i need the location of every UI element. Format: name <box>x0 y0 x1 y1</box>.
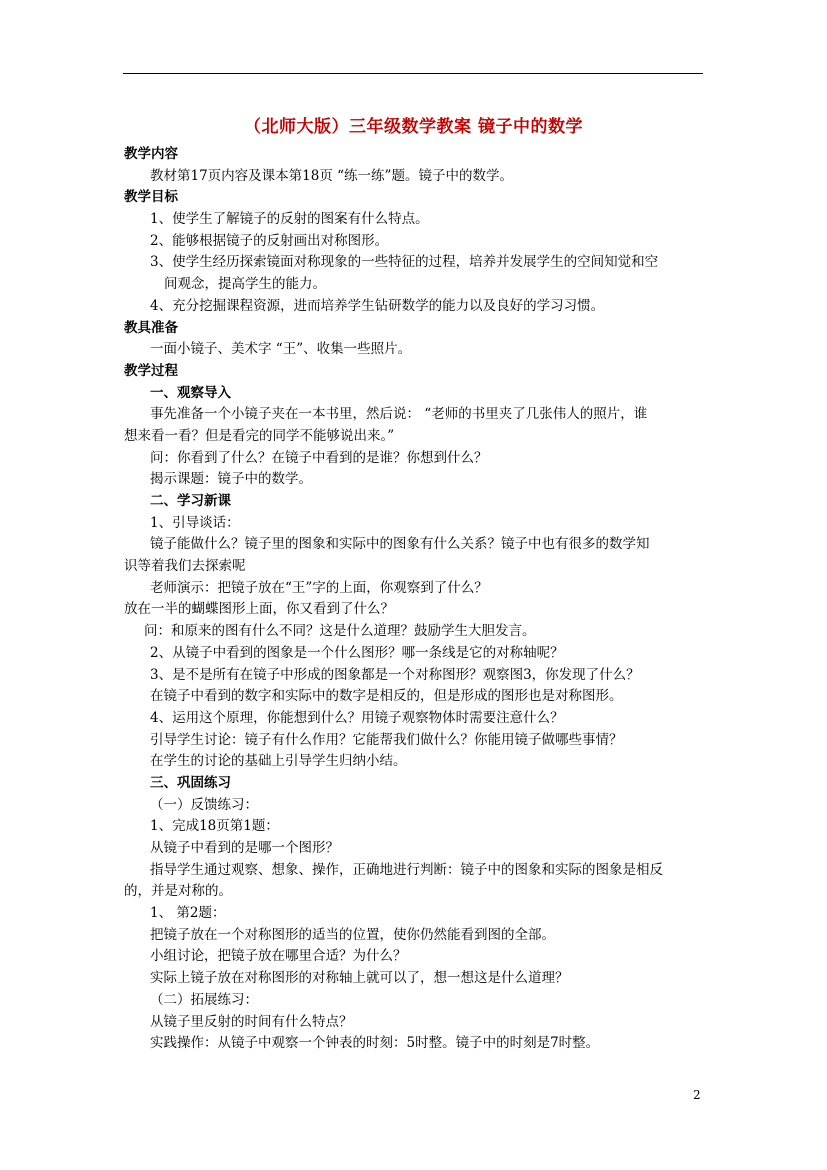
body-line: 在学生的讨论的基础上引导学生归纳小结。 <box>150 753 407 770</box>
body-line: 4、充分挖掘课程资源，进而培养学生钻研数学的能力以及良好的学习习惯。 <box>150 297 605 314</box>
lesson-body <box>124 144 706 1055</box>
section-heading: 教学内容 <box>124 146 178 162</box>
body-line: 2、从镜子中看到的图象是一个什么图形？哪一条线是它的对称轴呢？ <box>150 644 564 661</box>
body-line: 教材第17页内容及课本第18页 “练一练”题。镜子中的数学。 <box>150 167 513 184</box>
body-line: 3、是不是所有在镜子中形成的图象都是一个对称图形？观察图3，你发现了什么？ <box>150 666 640 683</box>
section-heading: 二、学习新课 <box>150 493 231 509</box>
body-line: 间观念，提高学生的能力。 <box>164 276 326 293</box>
body-line: 实际上镜子放在对称图形的对称轴上就可以了，想一想这是什么道理？ <box>150 970 569 987</box>
body-line: 1、引导谈话： <box>150 514 240 531</box>
body-line: （一）反馈练习： <box>150 796 258 813</box>
body-line: 1、 第2题： <box>150 905 226 922</box>
body-line: 的，并是对称的。 <box>124 883 232 900</box>
body-line: 实践操作：从镜子中观察一个钟表的时刻：5时整。镜子中的时刻是7时整。 <box>150 1035 600 1052</box>
body-line: 事先准备一个小镜子夹在一本书里，然后说： “老师的书里夹了几张伟人的照片，谁 <box>150 406 648 423</box>
section-heading: 一、观察导入 <box>150 384 231 401</box>
body-line: 引导学生讨论：镜子有什么作用？它能帮我们做什么？你能用镜子做哪些事情？ <box>150 731 623 748</box>
body-line: 4、运用这个原理，你能想到什么？用镜子观察物体时需要注意什么？ <box>150 709 564 726</box>
section-heading: 教具准备 <box>124 319 178 336</box>
body-line: 放在一半的蝴蝶图形上面，你又看到了什么？ <box>124 601 394 618</box>
body-line: 3、使学生经历探索镜面对称现象的一些特征的过程，培养并发展学生的空间知觉和空 <box>150 254 659 271</box>
body-line: 在镜子中看到的数字和实际中的数字是相反的，但是形成的图形也是对称图形。 <box>150 688 623 705</box>
body-line: 1、完成18页第1题： <box>150 818 279 835</box>
body-line: 镜子能做什么？镜子里的图象和实际中的图象有什么关系？镜子中也有很多的数学知 <box>150 536 650 553</box>
body-line: 想来看一看？但是看完的同学不能够说出来。” <box>124 427 395 444</box>
page-title: （北师大版）三年级数学教案 镜子中的数学 <box>244 117 583 137</box>
body-line: 从镜子中看到的是哪一个图形？ <box>150 840 339 856</box>
body-line: 从镜子里反射的时间有什么特点？ <box>150 1013 353 1030</box>
header-rule <box>123 73 703 74</box>
page-number: 2 <box>693 1088 701 1102</box>
body-line: 把镜子放在一个对称图形的适当的位置，使你仍然能看到图的全部。 <box>150 926 555 943</box>
body-line: 老师演示：把镜子放在“王”字的上面，你观察到了什么？ <box>150 579 488 596</box>
body-line: 揭示课题：镜子中的数学。 <box>150 471 312 488</box>
body-line: 识等着我们去探索呢 <box>124 558 246 575</box>
body-line: 小组讨论，把镜子放在哪里合适？为什么？ <box>150 948 407 965</box>
body-line: 问：和原来的图有什么不同？这是什么道理？鼓励学生大胆发言。 <box>144 623 536 640</box>
section-heading: 教学过程 <box>124 362 178 379</box>
section-heading: 三、巩固练习 <box>150 774 231 791</box>
section-heading: 教学目标 <box>124 189 178 206</box>
body-line: 问：你看到了什么？在镜子中看到的是谁？你想到什么？ <box>150 449 488 466</box>
body-line: 指导学生通过观察、想象、操作，正确地进行判断：镜子中的图象和实际的图象是相反 <box>150 861 663 878</box>
body-line: 2、能够根据镜子的反射画出对称图形。 <box>150 232 389 249</box>
body-line: 一面小镜子、美术字 “王”、收集一些照片。 <box>150 341 412 358</box>
body-line: 1、使学生了解镜子的反射的图案有什么特点。 <box>150 211 429 228</box>
body-line: （二）拓展练习： <box>150 991 258 1008</box>
